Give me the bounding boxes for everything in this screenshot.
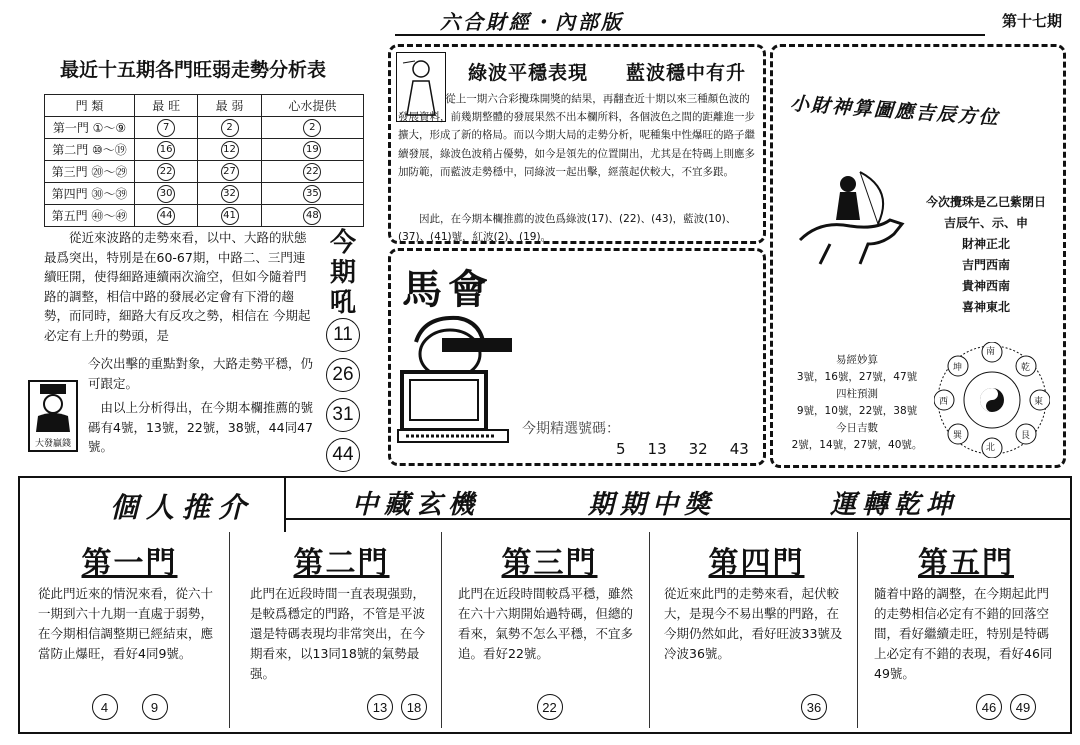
- banner-slogan: 運轉乾坤: [830, 490, 959, 520]
- divine-title: 小財神算圖應吉辰方位: [789, 92, 1001, 130]
- gate-title: 第二門: [293, 546, 390, 581]
- analysis-paragraph-end: 今次出擊的重點對象，大路走勢平穩，仍可跟定。: [88, 356, 314, 391]
- sizhu-numbers: 9號，10號，22號，38號: [796, 405, 918, 417]
- wave-body: 從上一期六合彩攪珠開獎的結果，再翻查近十期以來三種顏色波的發展資料，前幾期整體的發展果然不出本欄所料，各個波色之間的距離進一步擴大，形成了新的格局。而以今期大局的走勢分析，呢種集中性爆旺的路子繼續發展，綠波色波稍占優勢，如今是領先的位置開出，尤其是在特碼上則應多加防範，而藍波走勢穩中，同綠波一起出擊，經蒗起伏較大，不宜多跟。: [398, 93, 755, 178]
- table-header-row: [45, 95, 364, 117]
- issue-number: 第十七期: [1002, 12, 1063, 30]
- table-row: [45, 205, 364, 227]
- gate-numbers: [656, 694, 857, 720]
- god-figure-image: [28, 380, 78, 452]
- gate-column-1: [30, 532, 230, 728]
- col-header: 門 類: [45, 95, 135, 117]
- sizhu-title: 四柱預測: [836, 388, 878, 400]
- shout-number: 31: [326, 398, 360, 432]
- compass-label: 北: [986, 443, 996, 453]
- gate-title: 第一門: [81, 546, 178, 581]
- compass-label: 巽: [953, 431, 963, 441]
- shout-number: 11: [326, 318, 360, 352]
- horse-number: 43: [729, 440, 749, 458]
- min-value: 41: [221, 207, 239, 225]
- gate-text: 從近來此門的走勢來看，起伏較大，是現今不易出擊的門路，在今期仍然如此，看好旺波33號及冷波36號。: [664, 586, 843, 661]
- recommend-paragraph: 由以上分析得出，在今期本欄推薦的號碼有4號，13號，22號，38號，44同47號。: [88, 400, 314, 454]
- tip-value: 48: [303, 207, 321, 225]
- col-header: 心水提供: [261, 95, 363, 117]
- divine-line: 喜神東北: [961, 300, 1010, 314]
- gate-column-2: [242, 532, 442, 728]
- gate-cell: 第五門 ㊵～㊾: [45, 205, 135, 227]
- max-value: 16: [157, 141, 175, 159]
- horse-number: 13: [647, 440, 667, 458]
- gate-number: 46: [976, 694, 1002, 720]
- horse-question: 今期精選號碼：: [522, 421, 620, 437]
- gate-numbers: [866, 694, 1066, 720]
- divine-line: 今次攪珠是乙巳紫閉日: [925, 195, 1046, 209]
- gate-text: 隨着中路的調整，在今期起此門的走勢相信必定有不錯的回落空間，看好繼續走旺，特别是特碼上必定有不錯的表現，看好46同49號。: [874, 586, 1053, 681]
- computer-illustration: [396, 302, 536, 448]
- divine-line: 吉辰午、示、申: [943, 216, 1028, 230]
- gate-text: 此門在近段時間較爲平穩，雖然在六十六期開始過特碼，但總的看來，氣勢不怎么平穩，不宜多追。看好22號。: [458, 586, 634, 661]
- compass-label: 西: [939, 397, 949, 407]
- shout-title: 今期吼: [330, 228, 357, 318]
- wave-headline-green: 綠波平穩表現: [468, 62, 589, 84]
- divine-line: 吉門西南: [961, 258, 1010, 272]
- gate-title: 第四門: [708, 546, 805, 581]
- bagua-compass: [934, 342, 1050, 458]
- max-value: 7: [157, 119, 175, 137]
- banner-slogan: 期期中獎: [588, 490, 717, 520]
- tip-value: 19: [303, 141, 321, 159]
- gate-column-5: [866, 532, 1066, 728]
- horse-numbers: [616, 440, 749, 458]
- gate-cell: 第二門 ⑩～⑲: [45, 139, 135, 161]
- max-value: 44: [157, 207, 175, 225]
- table-row: [45, 117, 364, 139]
- gate-title: 第五門: [918, 546, 1014, 581]
- shout-numbers: [326, 318, 362, 472]
- gate-text: 此門在近段時間一直表現强勁，是較爲穩定的門路，不管是平波還是特碼表現均非常突出，在今期看來，以13同18號的氣勢最强。: [250, 586, 426, 681]
- yijing-title: 易經妙算: [836, 354, 878, 366]
- gate-column-4: [656, 532, 858, 728]
- horse-title: 馬會: [402, 266, 494, 313]
- banner-slogan: 中藏玄機: [352, 490, 481, 520]
- horse-rider-icon: [790, 160, 910, 270]
- wave-headline-blue: 藍波穩中有升: [626, 62, 747, 84]
- min-value: 27: [221, 163, 239, 181]
- shout-number: 26: [326, 358, 360, 392]
- compass-label: 坤: [953, 363, 963, 373]
- tip-value: 22: [303, 163, 321, 181]
- compass-label: 艮: [1021, 431, 1031, 441]
- gate-numbers: [450, 694, 649, 720]
- divine-predictions: [782, 352, 932, 454]
- shout-number: 44: [326, 438, 360, 472]
- gate-number: 4: [92, 694, 118, 720]
- compass-label: 乾: [1021, 363, 1031, 373]
- gate-number: 18: [401, 694, 427, 720]
- gate-number: 9: [142, 694, 168, 720]
- gate-numbers: [30, 694, 229, 720]
- gate-title: 第三門: [501, 546, 598, 581]
- min-value: 12: [221, 141, 239, 159]
- divine-line: 財神正北: [961, 237, 1010, 251]
- horse-number: 32: [688, 440, 708, 458]
- horse-number: 5: [616, 440, 626, 458]
- gate-cell: 第四門 ㉚～㊴: [45, 183, 135, 205]
- lucky-title: 今日吉數: [836, 422, 878, 434]
- gate-cell: 第一門 ①～⑨: [45, 117, 135, 139]
- tip-value: 2: [303, 119, 321, 137]
- svg-text:大發贏錢: 大發贏錢: [34, 439, 72, 449]
- yijing-numbers: 3號，16號，27號，47號: [796, 371, 918, 383]
- god-figure-icon: [30, 382, 76, 450]
- analysis-paragraph: 從近來波路的走勢來看，以中、大路的狀態最爲突出，特別是在60-67期，中路二、三門連續旺開，使得細路連續兩次淪空，但如今隨着門路的調整，相信中路的發展必定會有下滑的趨勢，而同時，細路大有反攻之勢，相信在 今期起必定有上升的勢頭，是: [44, 230, 311, 343]
- compass-label: 東: [1034, 397, 1044, 407]
- computer-icon: [396, 302, 536, 448]
- gate-number: 36: [801, 694, 827, 720]
- min-value: 32: [221, 185, 239, 203]
- gate-text: 從此門近來的情況來看，從六十一期到六十九期一直處于弱勢，在今期相信調整期已經結束，應當防止爆旺，看好4同9號。: [38, 586, 214, 661]
- min-value: 2: [221, 119, 239, 137]
- analysis-title: 最近十五期各門旺弱走勢分析表: [60, 59, 327, 81]
- max-value: 30: [157, 185, 175, 203]
- table-row: [45, 161, 364, 183]
- divine-line: 貴神西南: [961, 279, 1010, 293]
- gate-numbers: [242, 694, 441, 720]
- table-row: [45, 139, 364, 161]
- compass-label: 南: [986, 347, 996, 357]
- col-header: 最 旺: [135, 95, 198, 117]
- masthead-underline: [395, 34, 985, 36]
- gate-column-3: [450, 532, 650, 728]
- table-row: [45, 183, 364, 205]
- banner-left: 個人推介: [110, 491, 255, 524]
- tip-value: 35: [303, 185, 321, 203]
- gate-number: 13: [367, 694, 393, 720]
- lucky-numbers: 2號，14號，27號，40號。: [791, 439, 923, 451]
- divine-lines: [916, 192, 1056, 318]
- gate-cell: 第三門 ⑳～㉙: [45, 161, 135, 183]
- col-header: 最 弱: [198, 95, 261, 117]
- wave-recommend: 因此，在今期本欄推薦的波色爲綠波(17)、(22)、(43)，藍波(10)、(37)、(41)號，紅波(2)、(19)。: [398, 213, 737, 243]
- warrior-illustration: [790, 160, 910, 270]
- gate-number: 22: [537, 694, 563, 720]
- gate-number: 49: [1010, 694, 1036, 720]
- max-value: 22: [157, 163, 175, 181]
- gate-analysis-table: [44, 94, 364, 227]
- masthead: 六合財經・內部版: [440, 10, 624, 34]
